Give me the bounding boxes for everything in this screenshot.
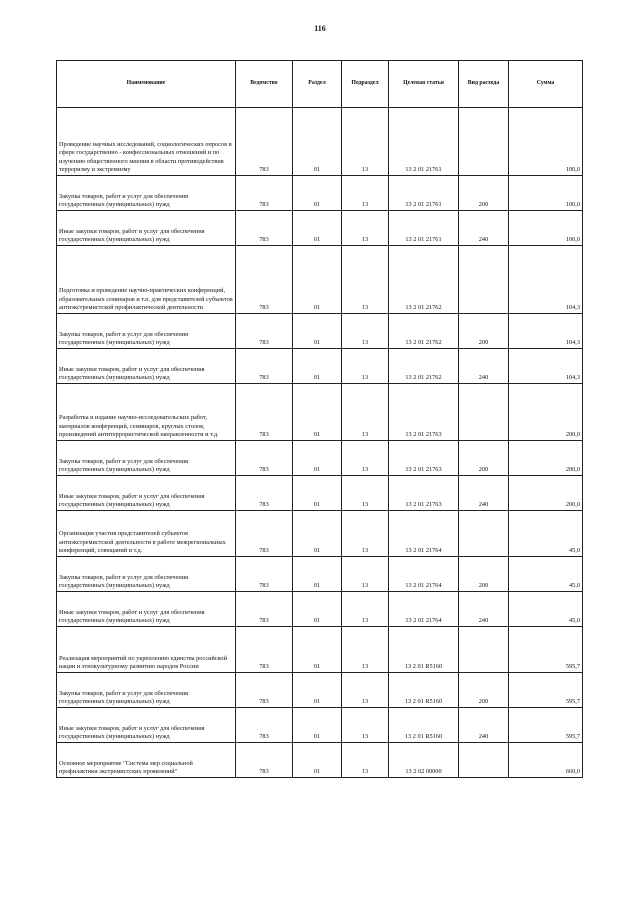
- row-department: 783: [236, 441, 293, 476]
- row-target-article: 13 2 01 21763: [389, 384, 459, 441]
- row-target-article: 13 2 01 21763: [389, 441, 459, 476]
- table-row: [57, 627, 583, 673]
- row-expense-type: [459, 627, 509, 673]
- row-target-article: 13 2 01 21764: [389, 557, 459, 592]
- row-section: 01: [293, 384, 342, 441]
- row-expense-type: 240: [459, 708, 509, 743]
- row-department: 783: [236, 314, 293, 349]
- row-expense-type: 200: [459, 673, 509, 708]
- row-subsection: 13: [342, 441, 389, 476]
- row-expense-type: [459, 246, 509, 314]
- row-expense-type: 240: [459, 211, 509, 246]
- row-department: 783: [236, 349, 293, 384]
- row-sum: 100,0: [509, 176, 583, 211]
- row-department: 783: [236, 557, 293, 592]
- table-row: [57, 708, 583, 743]
- table-body: [57, 108, 583, 778]
- row-target-article: 13 2 01 21761: [389, 176, 459, 211]
- row-section: 01: [293, 627, 342, 673]
- header-name: Наименование: [57, 61, 236, 108]
- row-department: 783: [236, 211, 293, 246]
- row-target-article: 13 2 01 R5160: [389, 708, 459, 743]
- row-target-article: 13 2 01 21762: [389, 314, 459, 349]
- row-subsection: 13: [342, 314, 389, 349]
- table-row: [57, 557, 583, 592]
- row-name: Закупка товаров, работ и услуг для обеспечения государственных (муниципальных) нужд: [57, 557, 236, 592]
- row-expense-type: 200: [459, 314, 509, 349]
- row-name: Разработка и издание научно-исследовательских работ, материалов конференций, семинаров, круглых столов, произведений антитеррористической направленности и т.д.: [57, 384, 236, 441]
- row-sum: 104,3: [509, 314, 583, 349]
- header-sum: Сумма: [509, 61, 583, 108]
- row-department: 783: [236, 592, 293, 627]
- row-sum: 595,7: [509, 708, 583, 743]
- row-target-article: 13 2 01 21762: [389, 246, 459, 314]
- row-target-article: 13 2 01 21761: [389, 108, 459, 176]
- row-section: 01: [293, 743, 342, 778]
- header-target-article: Целевая статья: [389, 61, 459, 108]
- table-row: [57, 511, 583, 557]
- row-sum: 104,3: [509, 349, 583, 384]
- row-subsection: 13: [342, 176, 389, 211]
- row-name: Иные закупки товаров, работ и услуг для обеспечения государственных (муниципальных) нужд: [57, 708, 236, 743]
- row-department: 783: [236, 476, 293, 511]
- row-subsection: 13: [342, 627, 389, 673]
- row-subsection: 13: [342, 511, 389, 557]
- table-row: [57, 246, 583, 314]
- row-sum: 104,3: [509, 246, 583, 314]
- row-target-article: 13 2 01 21762: [389, 349, 459, 384]
- row-sum: 45,0: [509, 592, 583, 627]
- header-department: Ведомство: [236, 61, 293, 108]
- table-row: [57, 592, 583, 627]
- row-subsection: 13: [342, 743, 389, 778]
- row-target-article: 13 2 01 R5160: [389, 627, 459, 673]
- row-name: Иные закупки товаров, работ и услуг для обеспечения государственных (муниципальных) нужд: [57, 592, 236, 627]
- row-expense-type: 240: [459, 349, 509, 384]
- row-sum: 45,0: [509, 557, 583, 592]
- page-number: 116: [314, 24, 326, 33]
- row-target-article: 13 2 02 00000: [389, 743, 459, 778]
- row-section: 01: [293, 314, 342, 349]
- row-section: 01: [293, 592, 342, 627]
- table-header-row: [57, 61, 583, 108]
- row-subsection: 13: [342, 108, 389, 176]
- table-row: [57, 673, 583, 708]
- row-subsection: 13: [342, 592, 389, 627]
- row-subsection: 13: [342, 476, 389, 511]
- header-expense-type: Вид расхода: [459, 61, 509, 108]
- row-section: 01: [293, 349, 342, 384]
- row-name: Проведение научных исследований, социологических опросов в сфере государственно - конфессиональных отношений и по изучению общественного мнения в области противодействия терроризму и экстремизму: [57, 108, 236, 176]
- row-name: Подготовка и проведение научно-практических конференций, образовательных семинаров и т.п. для представителей субъектов антиэкстремистской профилактической деятельности: [57, 246, 236, 314]
- table-row: [57, 176, 583, 211]
- row-name: Закупка товаров, работ и услуг для обеспечения государственных (муниципальных) нужд: [57, 673, 236, 708]
- row-department: 783: [236, 511, 293, 557]
- row-department: 783: [236, 708, 293, 743]
- row-expense-type: [459, 511, 509, 557]
- row-name: Реализация мероприятий по укреплению единства российской нации и этнокультурному развитию народов России: [57, 627, 236, 673]
- table-row: [57, 349, 583, 384]
- row-section: 01: [293, 476, 342, 511]
- row-sum: 200,0: [509, 384, 583, 441]
- row-expense-type: [459, 108, 509, 176]
- row-name: Основное мероприятие "Система мер социальной профилактики экстремистских проявлений": [57, 743, 236, 778]
- row-subsection: 13: [342, 708, 389, 743]
- row-sum: 100,0: [509, 211, 583, 246]
- row-name: Закупка товаров, работ и услуг для обеспечения государственных (муниципальных) нужд: [57, 176, 236, 211]
- row-sum: 45,0: [509, 511, 583, 557]
- row-target-article: 13 2 01 21763: [389, 476, 459, 511]
- row-section: 01: [293, 441, 342, 476]
- row-section: 01: [293, 557, 342, 592]
- row-sum: 595,7: [509, 627, 583, 673]
- row-expense-type: 200: [459, 557, 509, 592]
- table-row: [57, 743, 583, 778]
- row-subsection: 13: [342, 349, 389, 384]
- row-expense-type: [459, 384, 509, 441]
- table-row: [57, 211, 583, 246]
- row-name: Организация участия представителей субъектов антиэкстремистской деятельности в работе межрегиональных конференций, совещаний и т.д.: [57, 511, 236, 557]
- row-section: 01: [293, 211, 342, 246]
- row-department: 783: [236, 384, 293, 441]
- row-expense-type: 200: [459, 176, 509, 211]
- row-subsection: 13: [342, 673, 389, 708]
- table-row: [57, 476, 583, 511]
- row-subsection: 13: [342, 211, 389, 246]
- row-section: 01: [293, 176, 342, 211]
- row-name: Закупка товаров, работ и услуг для обеспечения государственных (муниципальных) нужд: [57, 441, 236, 476]
- table-row: [57, 314, 583, 349]
- row-target-article: 13 2 01 R5160: [389, 673, 459, 708]
- budget-table: [56, 60, 583, 778]
- row-name: Иные закупки товаров, работ и услуг для обеспечения государственных (муниципальных) нужд: [57, 476, 236, 511]
- row-department: 783: [236, 176, 293, 211]
- row-department: 783: [236, 627, 293, 673]
- row-sum: 200,0: [509, 476, 583, 511]
- row-name: Иные закупки товаров, работ и услуг для обеспечения государственных (муниципальных) нужд: [57, 211, 236, 246]
- table-row: [57, 384, 583, 441]
- row-section: 01: [293, 708, 342, 743]
- row-name: Иные закупки товаров, работ и услуг для обеспечения государственных (муниципальных) нужд: [57, 349, 236, 384]
- row-name: Закупка товаров, работ и услуг для обеспечения государственных (муниципальных) нужд: [57, 314, 236, 349]
- row-section: 01: [293, 246, 342, 314]
- row-sum: 595,7: [509, 673, 583, 708]
- row-sum: 660,0: [509, 743, 583, 778]
- row-target-article: 13 2 01 21761: [389, 211, 459, 246]
- row-subsection: 13: [342, 246, 389, 314]
- header-subsection: Подраздел: [342, 61, 389, 108]
- row-section: 01: [293, 108, 342, 176]
- row-subsection: 13: [342, 557, 389, 592]
- table-row: [57, 441, 583, 476]
- row-target-article: 13 2 01 21764: [389, 592, 459, 627]
- row-sum: 100,0: [509, 108, 583, 176]
- row-sum: 200,0: [509, 441, 583, 476]
- row-subsection: 13: [342, 384, 389, 441]
- row-department: 783: [236, 743, 293, 778]
- row-expense-type: [459, 743, 509, 778]
- header-section: Раздел: [293, 61, 342, 108]
- row-expense-type: 240: [459, 592, 509, 627]
- row-section: 01: [293, 511, 342, 557]
- row-expense-type: 240: [459, 476, 509, 511]
- row-department: 783: [236, 673, 293, 708]
- row-section: 01: [293, 673, 342, 708]
- row-department: 783: [236, 108, 293, 176]
- row-expense-type: 200: [459, 441, 509, 476]
- row-department: 783: [236, 246, 293, 314]
- row-target-article: 13 2 01 21764: [389, 511, 459, 557]
- table-row: [57, 108, 583, 176]
